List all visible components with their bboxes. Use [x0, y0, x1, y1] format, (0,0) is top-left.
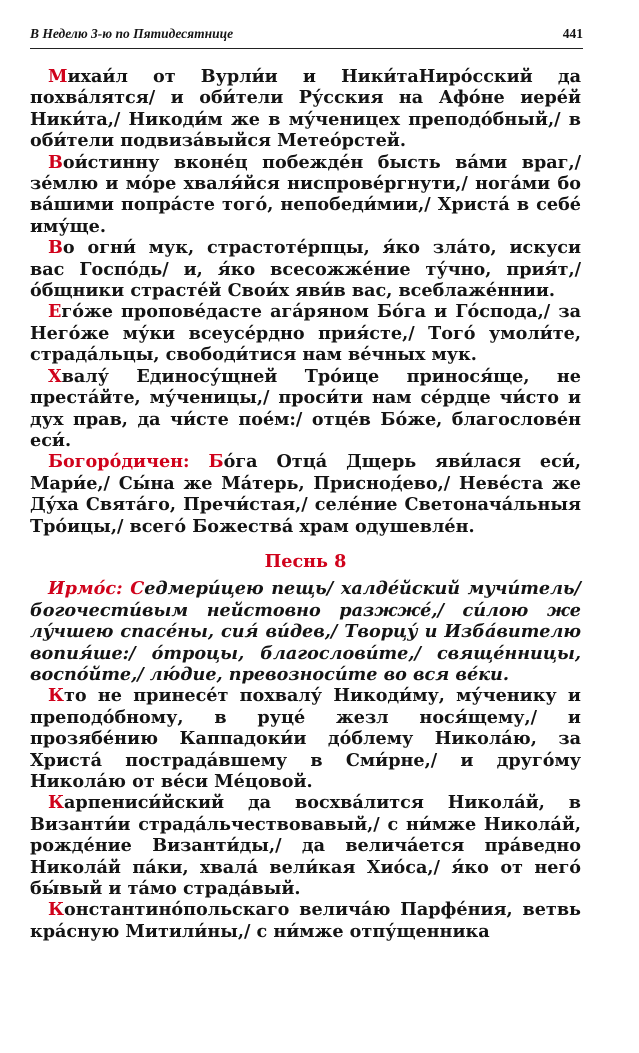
red-initial: Б: [208, 451, 224, 473]
theotokion-label: Богоро́дичен:: [48, 451, 190, 473]
irmos: [30, 578, 581, 685]
running-title: В Неделю 3-ю по Пятидесятнице: [30, 26, 234, 41]
stanza-text: онстантино́польскаго велича́ю Парфе́ния, ветвь кра́сную Митили́ны,/ с ни́мже отпу́щенника: [30, 899, 581, 942]
irmos-text: едмери́цею пещь/ халде́йский мучи́тель/ богочести́вым нейстовно разжже́,/ си́лою же лу́чшею спасе́ны, сия́ ви́дев,/ Творцу́ и Изба́вителю вопия́ше:/ о́троцы, благослови́те,/ свяще́нницы, воспо́йте,/ лю́дие, превозноси́те во вся ве́ки.: [30, 578, 581, 685]
red-initial: К: [48, 792, 65, 814]
theotokion: [30, 451, 581, 537]
stanza-text: го́же пропове́дасте ага́рянoм Бо́га и Го́спода,/ за Него́же му́ки всеусе́рдно прия́сте,/ Того́ умоли́те, страда́льцы, свободи́тися нам ве́чных мук.: [30, 301, 581, 366]
stanza-text: валу́ Единосу́щней Тро́ице принося́ще, не преста́йте, му́ченицы,/ проси́ти нам се́рдце чи́сто и дух прав, да чи́сте пое́м:/ отце́в Бо́же, благослове́н еси́.: [30, 365, 581, 451]
red-initial: В: [48, 151, 63, 173]
stanza-text: то не принесе́т похвалу́ Никоди́му, му́ченику и преподо́бному, в руце́ жезл нося́щему,/ и прозябе́нию Каппадоки́и до́блему Никола́ю, за Христа́ пострада́вшему в Сми́рне,/ и друго́му Никола́ю от ве́си Ме́цовой.: [30, 685, 581, 792]
running-header: [30, 22, 583, 49]
stanza-text: арпениси́йский да восхва́лится Никола́й, в Византи́и страда́льчествовавый,/ с ни́мже Никола́й, рожде́ние Византи́ды,/ да велича́ется пра́ведно Никола́й па́ки, хвала́ вели́кая Хио́са,/ я́ко от него́ бы́вый и та́мо страда́вый.: [30, 792, 581, 900]
stanza: [30, 899, 581, 942]
stanza: [30, 792, 581, 899]
stanza-text: о огни́ мук, страстоте́рпцы, я́ко зла́то, искуси вас Госпо́дь/ и, я́ко всесожже́ние ту́чно, прия́т,/ о́бщники страсте́й Свои́х яви́в вас, всеблаже́ннии.: [30, 237, 581, 302]
red-initial: К: [48, 685, 65, 707]
red-initial: К: [48, 899, 65, 921]
irmos-label: Ирмо́с:: [48, 578, 123, 600]
red-initial: С: [130, 578, 145, 600]
red-initial: Е: [48, 301, 62, 323]
page-number: 441: [562, 26, 583, 41]
stanza: [30, 237, 581, 301]
stanza: [30, 66, 581, 152]
stanza: [30, 301, 581, 365]
stanza-text: ихаи́л от Вурли́и и Ники́таНиро́сский да похва́лятся/ и оби́тели Ру́сския на Афо́не иере́й Ники́та,/ Никоди́м же в му́ченицех преподо́бный,/ в оби́тели подвиза́выйся Метео́рстей.: [30, 66, 581, 152]
stanza-text: ои́стинну вконе́ц побежде́н бысть ва́ми враг,/ зе́млю и мо́ре хваля́йся ниспрове́ргнути,/ нога́ми бо ва́шими попра́сте того́, непобеди́мии,/ Христа́ в себе́ иму́ще.: [30, 151, 581, 237]
red-initial: М: [48, 66, 68, 87]
stanza: [30, 152, 581, 238]
stanza: [30, 366, 581, 452]
body-text: [30, 66, 581, 942]
red-initial: В: [48, 237, 63, 259]
red-initial: Х: [48, 365, 62, 387]
stanza-text: о́га Отца́ Дщерь яви́лася еси́, Мари́е,/ Сы́на же Ма́терь, Приснод́ево,/ Неве́ста же Ду́ха Свята́го, Пречи́стая,/ селе́ние Светонача́льныя Тро́ицы,/ всего́ Божества́ храм одушевле́н.: [30, 451, 581, 537]
ode-heading: Песнь 8: [264, 550, 347, 572]
stanza: [30, 685, 581, 792]
